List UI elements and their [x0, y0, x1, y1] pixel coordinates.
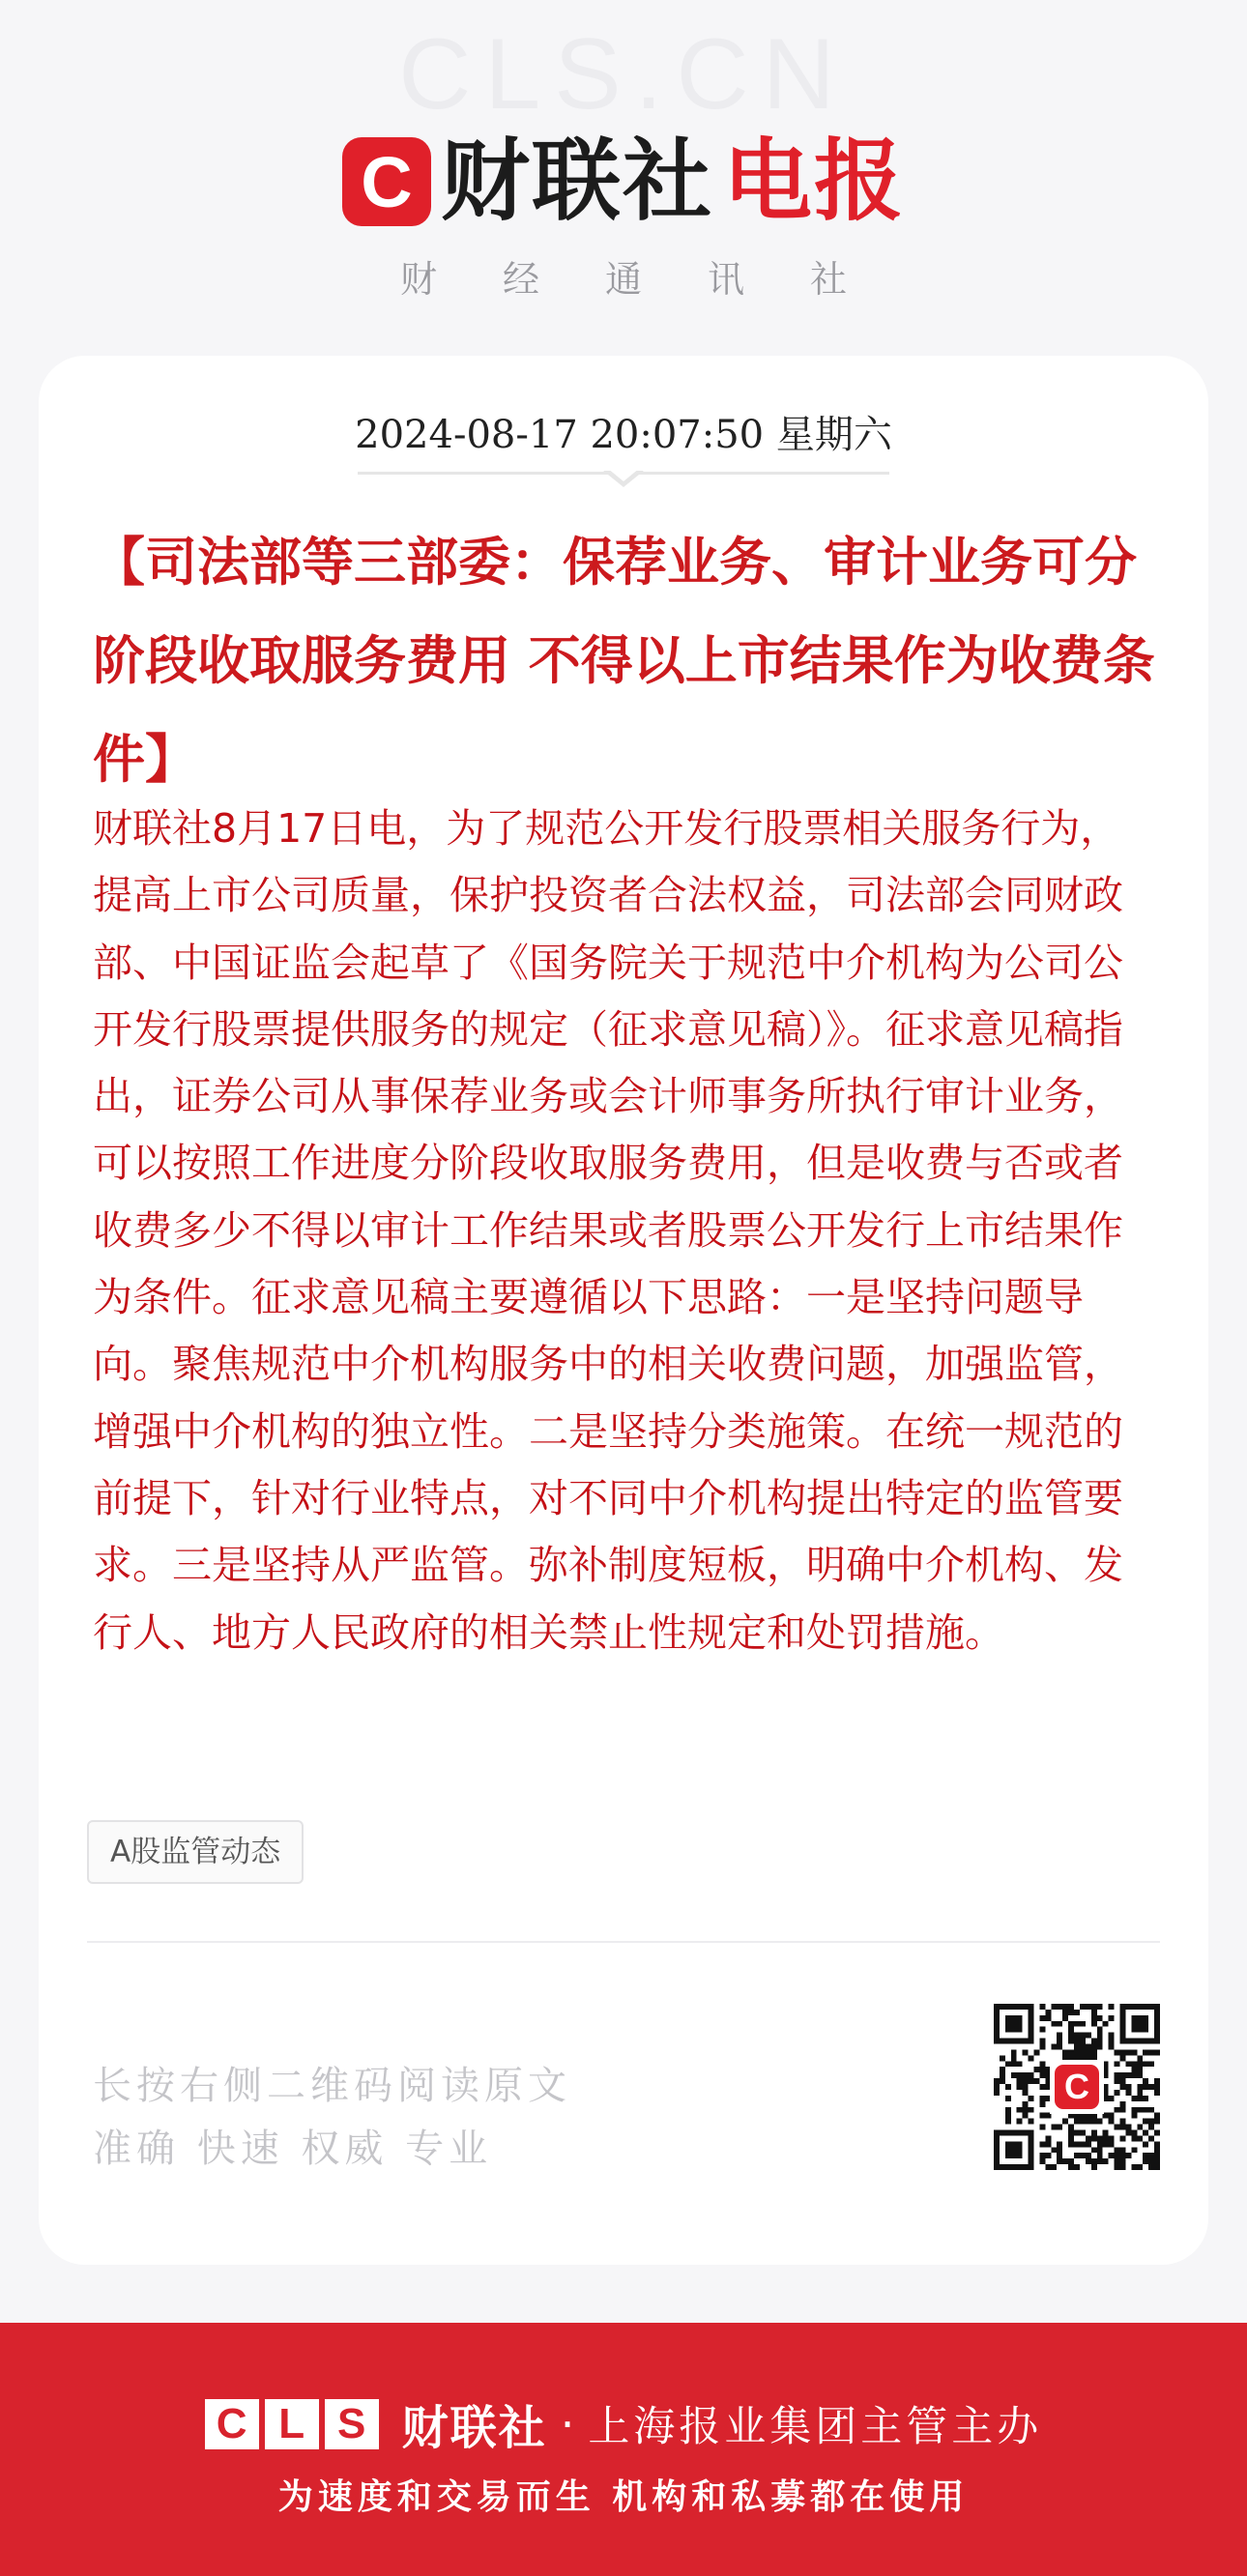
cls-letter: L — [265, 2399, 319, 2449]
brand-subtitle: 财经通讯社 — [399, 258, 913, 301]
qr-instruction: 长按右侧二维码阅读原文 — [93, 2064, 571, 2108]
tagline: 准确 快速 权威 专业 — [93, 2127, 493, 2171]
cls-letter: C — [205, 2399, 259, 2449]
publish-datetime: 2024-08-17 20:07:50 星期六 — [355, 413, 892, 457]
section-divider — [87, 1941, 1160, 1943]
cls-letter: S — [325, 2399, 379, 2449]
brand-accent: 电报 — [723, 130, 906, 233]
banner-organization: 上海报业集团主管主办 — [588, 2403, 1043, 2451]
banner-slogan: 为速度和交易而生 机构和私募都在使用 — [277, 2476, 970, 2517]
watermark-text: CLS.CN — [398, 18, 849, 130]
caret-down-icon — [603, 471, 644, 487]
article-headline: 【司法部等三部委：保荐业务、审计业务可分阶段收取服务费用 不得以上市结果作为收费条件】 — [93, 531, 1155, 790]
banner-separator: · — [560, 2397, 575, 2450]
article-card — [39, 356, 1208, 2265]
footer-banner — [0, 2323, 1247, 2576]
article-body: 财联社8月17日电，为了规范公开发行股票相关服务行为，提高上市公司质量，保护投资者合法权益，司法部会同财政部、中国证监会起草了《国务院关于规范中介机构为公司公开发行股票提供服务的规定（征求意见稿）》。征求意见稿指出，证券公司从事保荐业务或会计师事务所执行审计业务，可以按照工作进度分阶段收取服务费用，但是收费与否或者收费多少不得以审计工作结果或者股票公开发行上市结果作为条件。征求意见稿主要遵循以下思路：一是坚持问题导向。聚焦规范中介机构服务中的相关收费问题，加强监管，增强中介机构的独立性。二是坚持分类施策。在统一规范的前提下，针对行业特点，对不同中介机构提出特定的监管要求。三是坚持从严监管。弥补制度短板，明确中介机构、发行人、地方人民政府的相关禁止性规定和处罚措施。 — [93, 805, 1123, 1656]
cls-wordmark-icon — [205, 2399, 379, 2449]
topic-tag[interactable]: A股监管动态 — [87, 1820, 304, 1884]
banner-brand-name: 财联社 — [401, 2401, 547, 2455]
brand-name: 财联社 — [440, 130, 713, 233]
cls-logo-icon: C — [342, 137, 431, 226]
brand-header — [0, 130, 1247, 233]
qr-code[interactable] — [994, 2004, 1160, 2170]
banner-brand-row — [0, 2390, 1247, 2457]
cls-logo-icon: C — [1055, 2065, 1099, 2109]
qr-logo-badge — [1050, 2060, 1104, 2114]
